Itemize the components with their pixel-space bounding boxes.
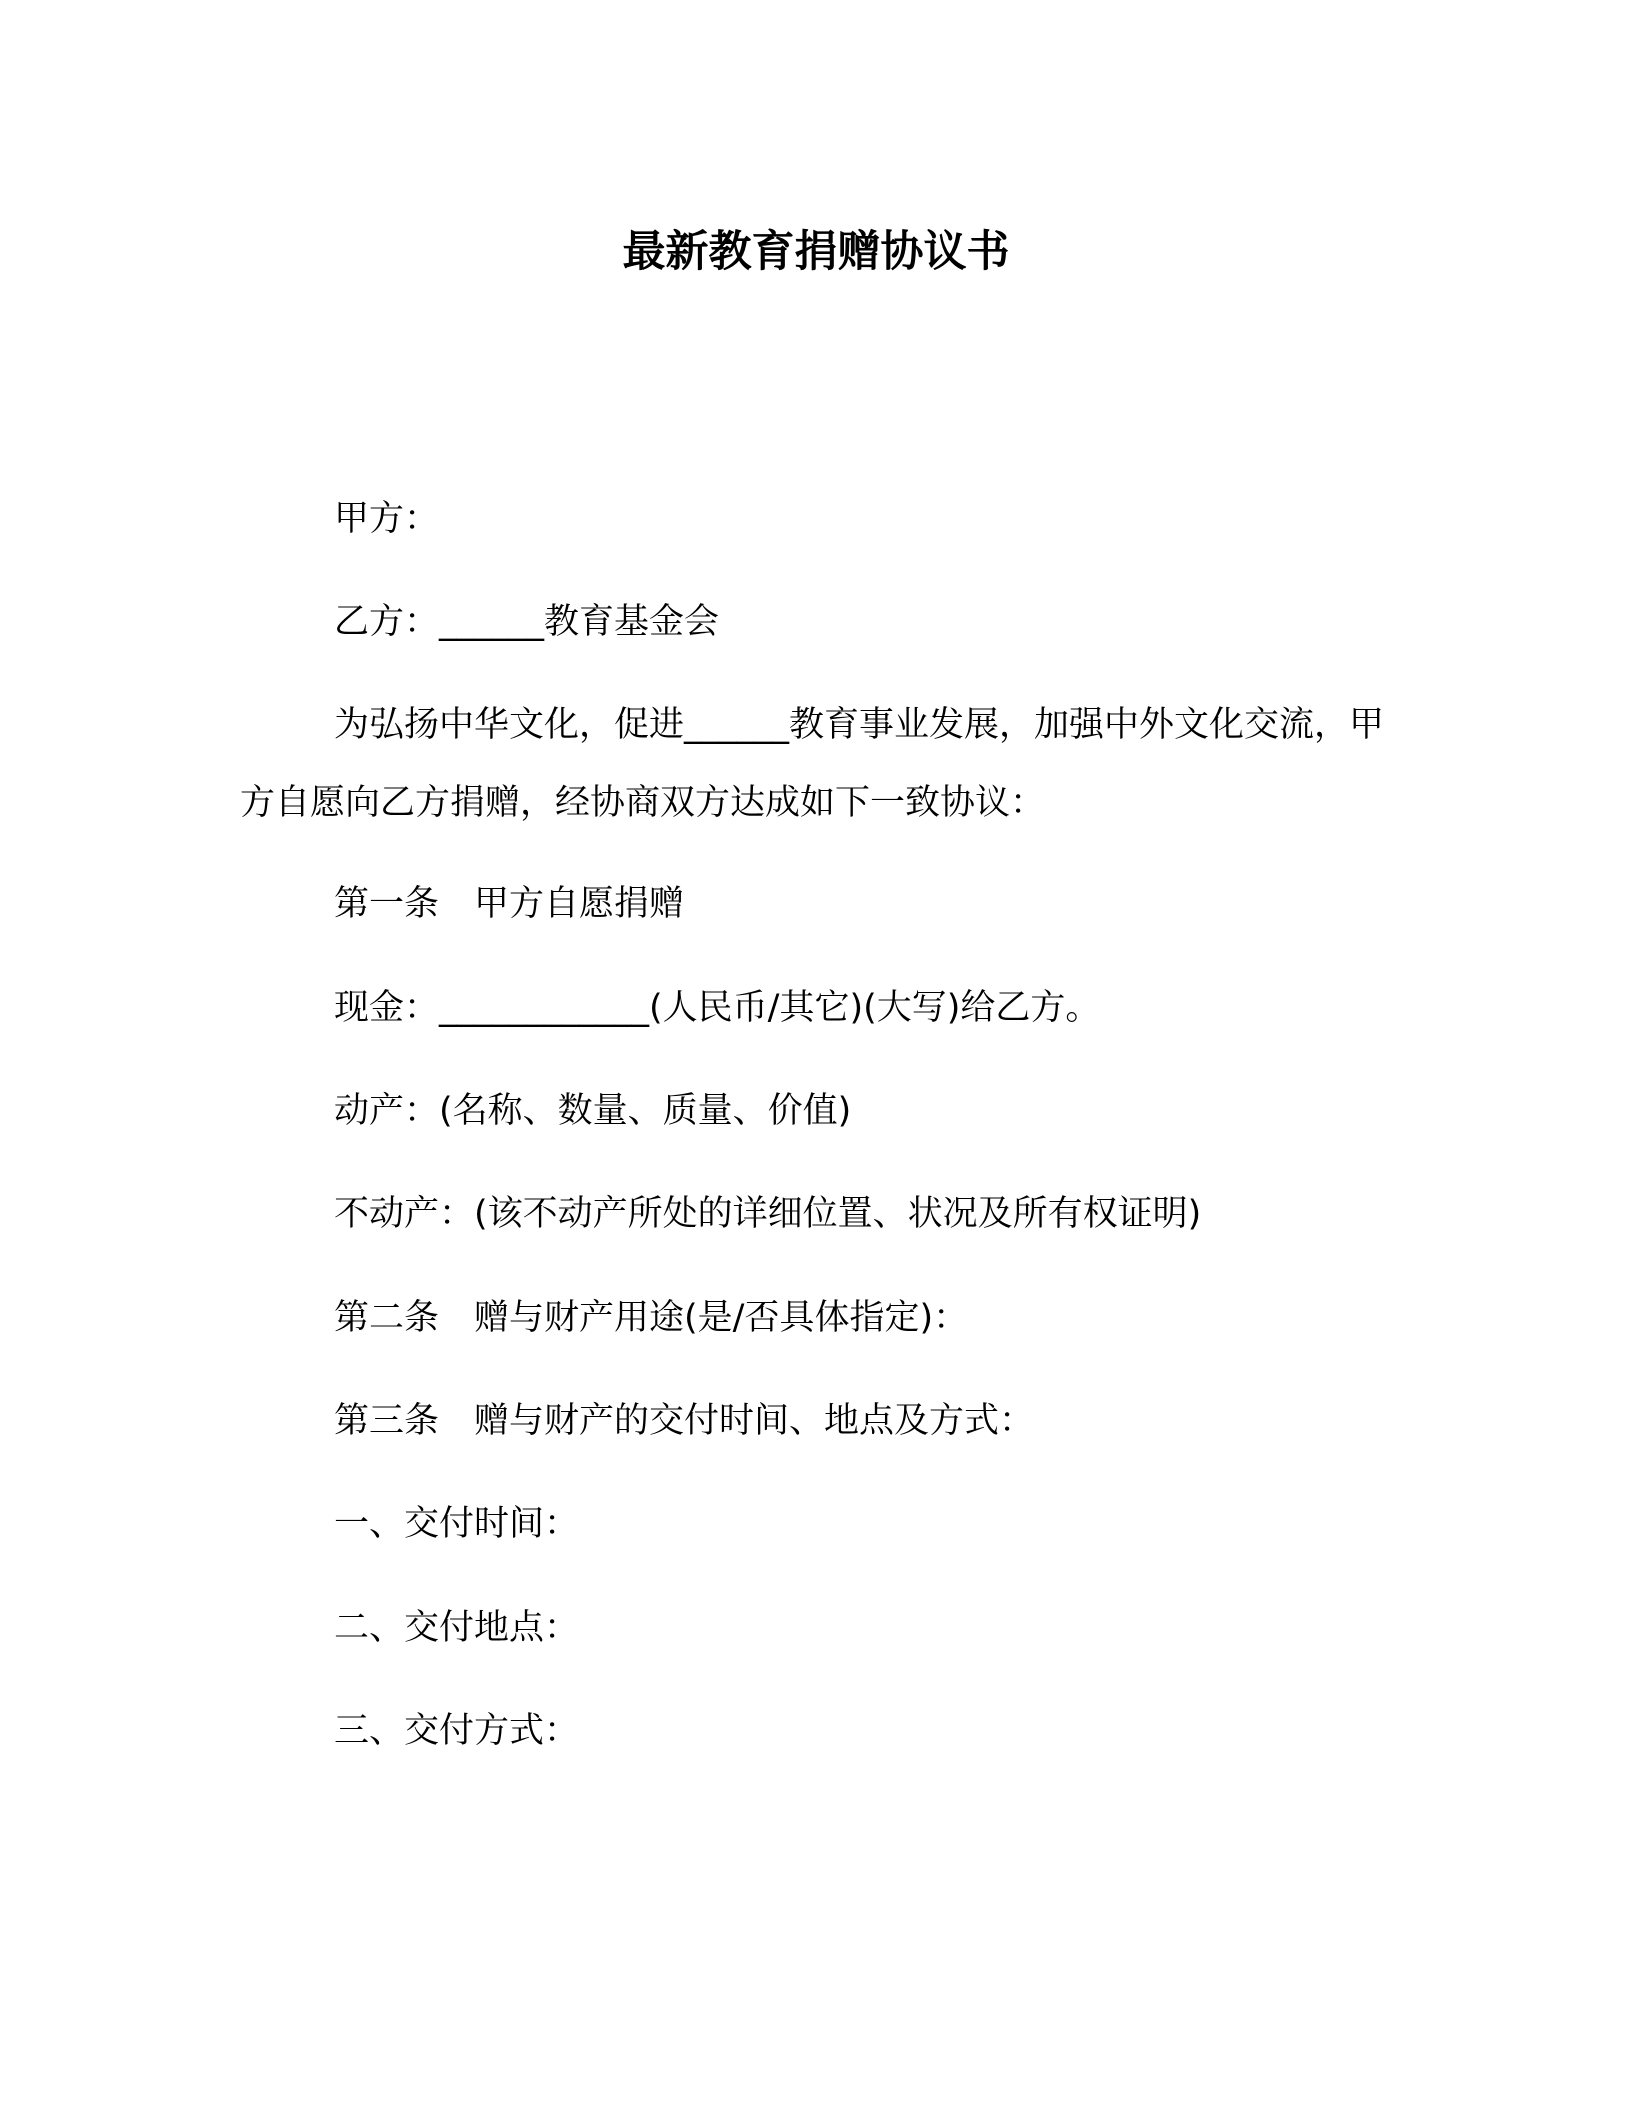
preamble-paragraph [240,686,1400,842]
movable-property-line: 动产：(名称、数量、质量、价值) [334,1091,852,1131]
article-1-heading: 第一条 甲方自愿捐赠 [334,884,685,924]
immovable-property-line: 不动产：(该不动产所处的详细位置、状况及所有权证明) [334,1194,1202,1234]
preamble-text: 为弘扬中华文化，促进______教育事业发展，加强中外文化交流，甲方自愿向乙方捐赠，经协商双方达成如下一致协议： [240,705,1385,823]
article-3-heading: 第三条 赠与财产的交付时间、地点及方式： [334,1401,1035,1441]
party-a-line: 甲方： [334,499,440,539]
cash-line: 现金：____________(人民币/其它)(大写)给乙方。 [334,988,1101,1028]
delivery-place-line: 二、交付地点： [334,1608,580,1648]
delivery-method-line: 三、交付方式： [334,1711,580,1751]
delivery-time-line: 一、交付时间： [334,1504,580,1544]
party-b-line: 乙方：______教育基金会 [334,602,720,642]
article-2-heading: 第二条 赠与财产用途(是/否具体指定)： [334,1298,969,1338]
document-title: 最新教育捐赠协议书 [622,227,1010,277]
